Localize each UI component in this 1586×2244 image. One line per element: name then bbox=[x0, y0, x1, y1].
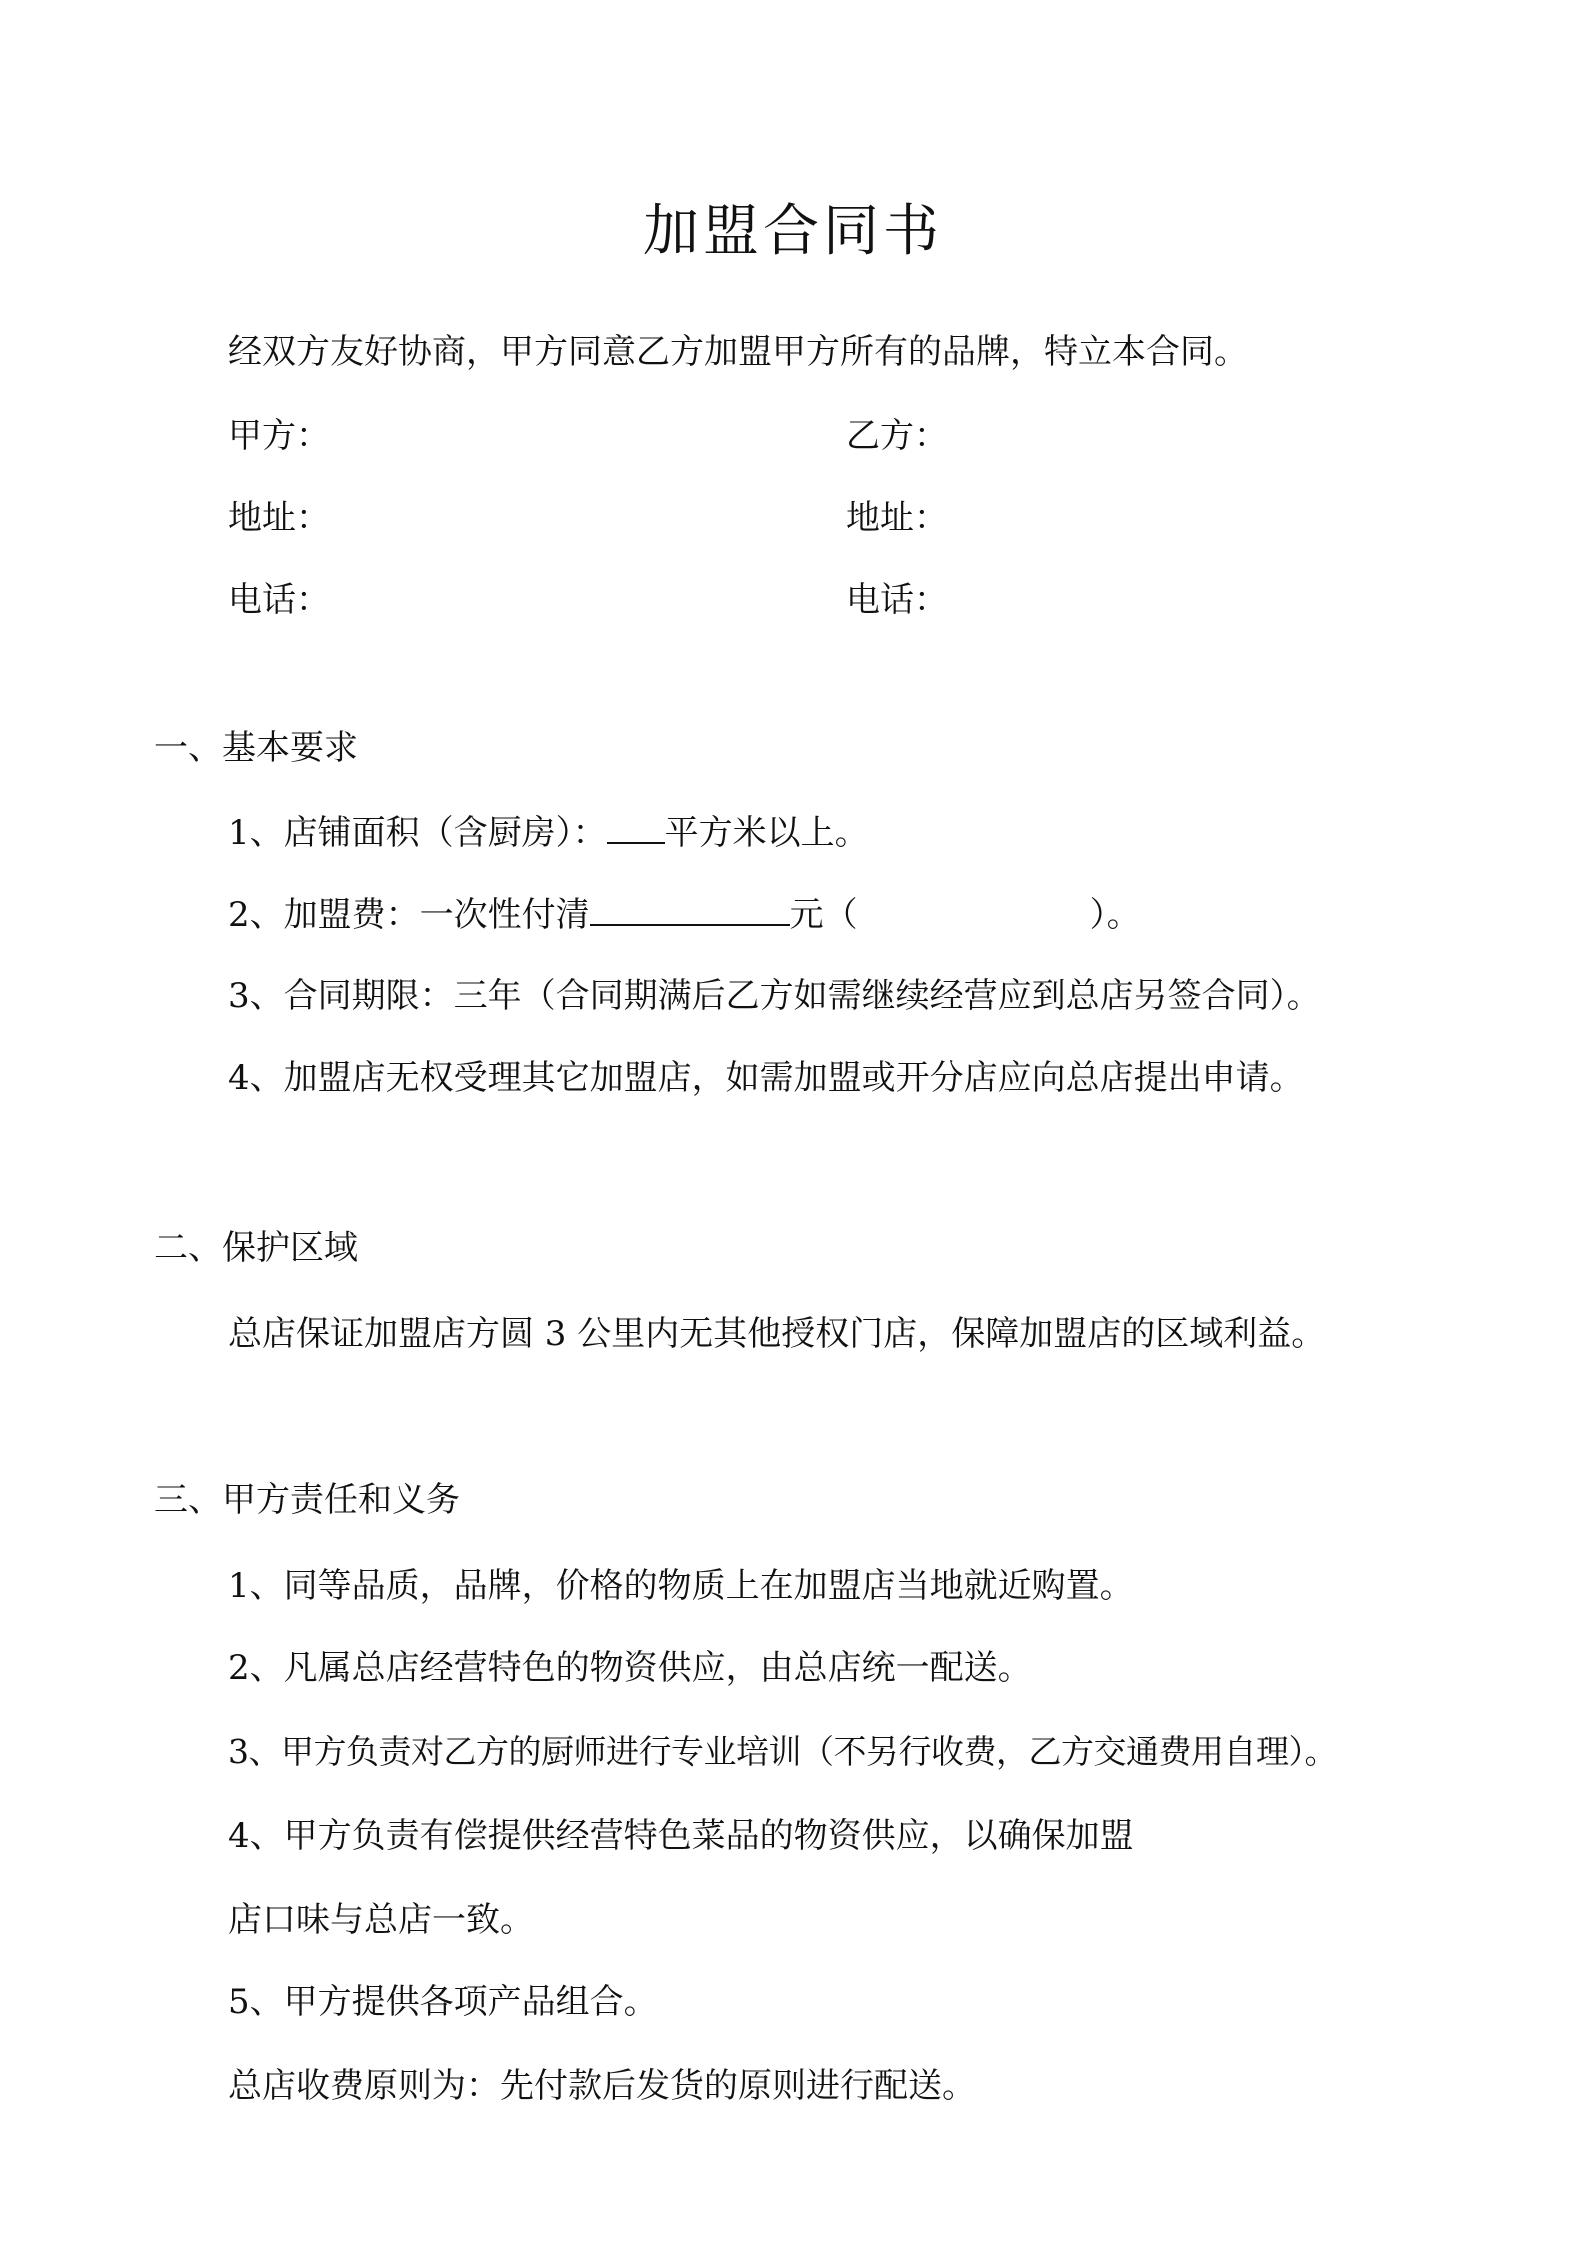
item-2-prefix: 2、加盟费：一次性付清 bbox=[228, 895, 590, 935]
document-title: 加盟合同书 bbox=[643, 199, 943, 264]
shop-area-blank bbox=[607, 808, 665, 844]
section-3-item-4-line-1: 4、甲方负责有偿提供经营特色菜品的物资供应，以确保加盟 bbox=[228, 1816, 1134, 1856]
party-b-address-label: 地址： bbox=[846, 498, 948, 538]
section-1-item-2 bbox=[228, 890, 1141, 939]
party-a-address-label: 地址： bbox=[228, 498, 330, 538]
section-1-item-4: 4、加盟店无权受理其它加盟店，如需加盟或开分店应向总店提出申请。 bbox=[228, 1058, 1304, 1098]
section-2-heading: 二、保护区域 bbox=[154, 1228, 358, 1268]
party-b-phone-label: 电话： bbox=[846, 580, 948, 620]
party-b-label: 乙方： bbox=[846, 416, 948, 456]
section-3-item-2: 2、凡属总店经营特色的物资供应，由总店统一配送。 bbox=[228, 1648, 1032, 1688]
section-3-item-1: 1、同等品质，品牌，价格的物质上在加盟店当地就近购置。 bbox=[228, 1566, 1134, 1606]
section-3-item-5: 5、甲方提供各项产品组合。 bbox=[228, 1982, 658, 2022]
section-1-item-3: 3、合同期限：三年（合同期满后乙方如需继续经营应到总店另签合同）。 bbox=[228, 976, 1321, 1016]
item-2-suffix: ）。 bbox=[1089, 895, 1141, 935]
section-1-item-1 bbox=[228, 808, 869, 857]
party-a-label: 甲方： bbox=[228, 416, 330, 456]
section-3-item-4-line-2: 店口味与总店一致。 bbox=[228, 1900, 534, 1940]
party-a-phone-label: 电话： bbox=[228, 580, 330, 620]
item-2-mid: 元（ bbox=[789, 895, 858, 935]
franchise-fee-blank bbox=[590, 890, 790, 926]
intro-paragraph: 经双方友好协商，甲方同意乙方加盟甲方所有的品牌，特立本合同。 bbox=[228, 332, 1248, 372]
section-1-heading: 一、基本要求 bbox=[154, 728, 358, 768]
item-1-suffix: 平方米以上。 bbox=[664, 813, 869, 853]
fee-principle: 总店收费原则为：先付款后发货的原则进行配送。 bbox=[228, 2066, 976, 2106]
section-2-text: 总店保证加盟店方圆 3 公里内无其他授权门店，保障加盟店的区域利益。 bbox=[228, 1314, 1326, 1354]
section-3-heading: 三、甲方责任和义务 bbox=[154, 1480, 460, 1520]
section-3-item-3: 3、甲方负责对乙方的厨师进行专业培训（不另行收费，乙方交通费用自理）。 bbox=[228, 1732, 1337, 1771]
item-1-prefix: 1、店铺面积（含厨房）： bbox=[228, 813, 607, 853]
